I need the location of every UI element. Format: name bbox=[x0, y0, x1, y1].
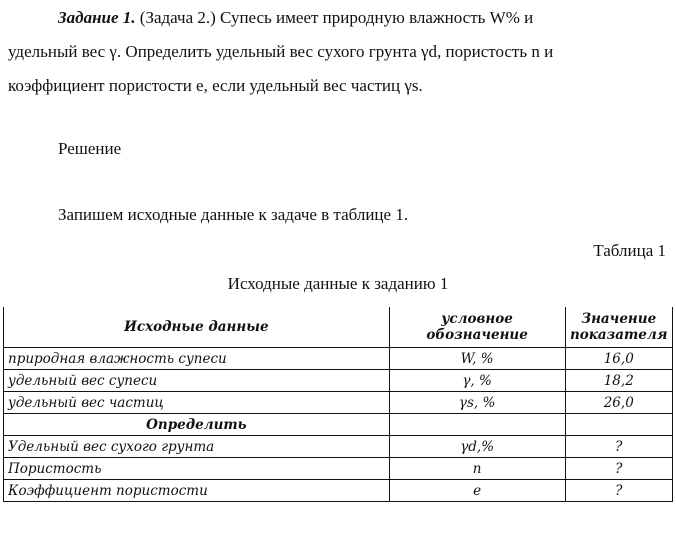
table-row bbox=[4, 480, 673, 502]
empty-cell bbox=[565, 414, 673, 436]
row-name: Удельный вес сухого грунта bbox=[4, 436, 390, 458]
row-name: Пористость bbox=[4, 458, 390, 480]
row-value: ? bbox=[565, 436, 673, 458]
table-row bbox=[4, 392, 673, 414]
row-value: 18,2 bbox=[565, 370, 673, 392]
header-symbol bbox=[389, 307, 565, 348]
table-header-row bbox=[4, 307, 673, 348]
row-symbol: γs, % bbox=[389, 392, 565, 414]
intro-sentence: Запишем исходные данные к задаче в таблице 1. bbox=[58, 205, 409, 224]
table-section-row bbox=[4, 414, 673, 436]
table-row bbox=[4, 436, 673, 458]
header-symbol-line1: условное bbox=[441, 311, 513, 327]
table-row bbox=[4, 458, 673, 480]
row-value: 26,0 bbox=[565, 392, 673, 414]
header-value bbox=[565, 307, 673, 348]
section-label: Определить bbox=[4, 414, 390, 436]
row-value: ? bbox=[565, 480, 673, 502]
task-statement bbox=[8, 1, 666, 103]
row-name: Коэффициент пористости bbox=[4, 480, 390, 502]
task-text-line3: коэффициент пористости e, если удельный вес частиц γs. bbox=[8, 76, 423, 95]
row-symbol: γ, % bbox=[389, 370, 565, 392]
table-label: Таблица 1 bbox=[593, 241, 666, 260]
row-symbol: n bbox=[389, 458, 565, 480]
header-value-line2: показателя bbox=[569, 327, 668, 343]
row-name: удельный вес частиц bbox=[4, 392, 390, 414]
task-text-line2: удельный вес γ. Определить удельный вес сухого грунта γd, пористость n и bbox=[8, 42, 554, 61]
row-value: 16,0 bbox=[565, 348, 673, 370]
header-value-line1: Значение bbox=[581, 311, 657, 327]
row-symbol: e bbox=[389, 480, 565, 502]
row-name: удельный вес супеси bbox=[4, 370, 390, 392]
row-value: ? bbox=[565, 458, 673, 480]
row-name: природная влажность супеси bbox=[4, 348, 390, 370]
task-label: Задание 1. bbox=[58, 8, 136, 27]
header-symbol-line2: обозначение bbox=[426, 327, 528, 343]
table-row bbox=[4, 370, 673, 392]
source-data-table bbox=[3, 307, 673, 502]
solution-heading: Решение bbox=[58, 139, 122, 158]
table-caption: Исходные данные к заданию 1 bbox=[227, 274, 449, 293]
table-row bbox=[4, 348, 673, 370]
task-text-line1: (Задача 2.) Супесь имеет природную влажность W% и bbox=[135, 8, 534, 27]
empty-cell bbox=[389, 414, 565, 436]
row-symbol: W, % bbox=[389, 348, 565, 370]
row-symbol: γd,% bbox=[389, 436, 565, 458]
header-source-data: Исходные данные bbox=[4, 307, 390, 348]
